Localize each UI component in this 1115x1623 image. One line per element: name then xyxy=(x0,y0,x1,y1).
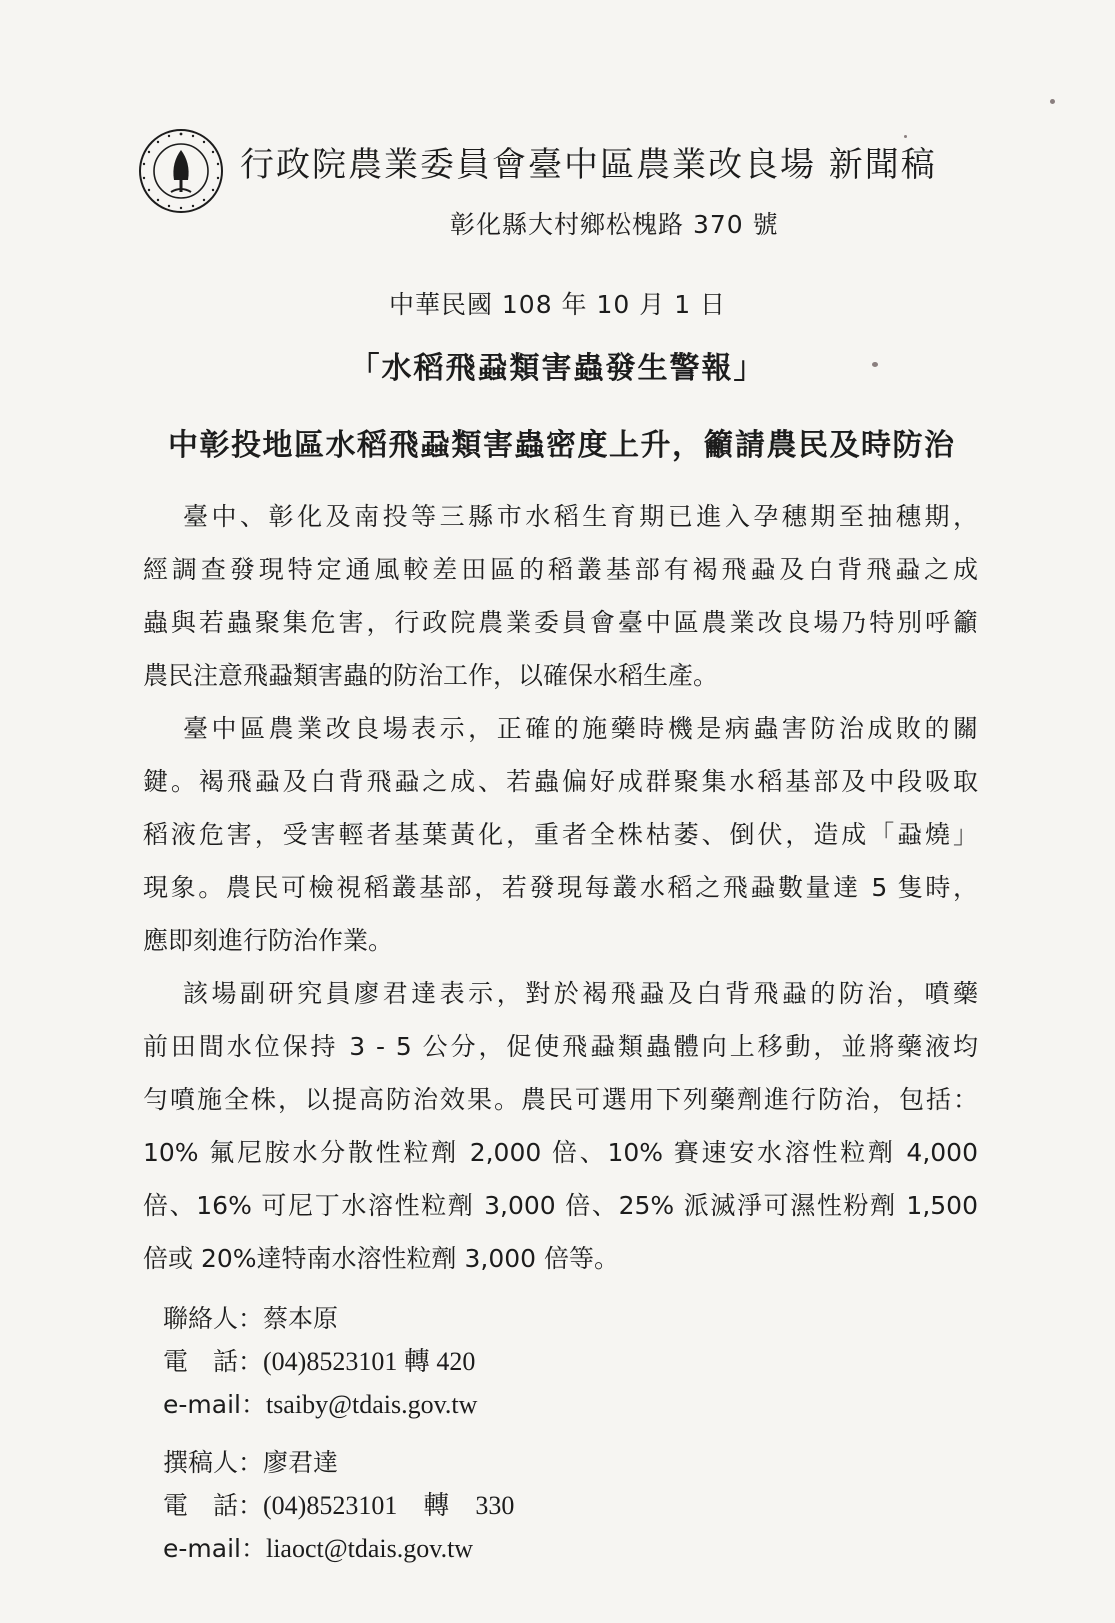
release-headline: 中彰投地區水稻飛蝨類害蟲密度上升，籲請農民及時防治 xyxy=(168,428,956,463)
release-subject: 「水稻飛蝨類害蟲發生警報」 xyxy=(349,351,766,386)
paragraph-line: 倍、16% 可尼丁水溶性粒劑 3,000 倍、25% 派滅淨可濕性粉劑 1,500 xyxy=(143,1191,978,1220)
paper-speck xyxy=(904,135,907,138)
agency-seal-logo xyxy=(138,128,224,214)
contact-email-label: e-mail： xyxy=(163,1390,266,1419)
contact-person xyxy=(163,1302,338,1336)
contact-email xyxy=(163,1388,477,1422)
author-email-label: e-mail： xyxy=(163,1534,266,1563)
paper-speck xyxy=(1050,99,1055,104)
org-title: 行政院農業委員會臺中區農業改良場 新聞稿 xyxy=(240,145,937,185)
paragraph-line: 應即刻進行防治作業。 xyxy=(143,926,394,955)
paragraph-line: 10% 氟尼胺水分散性粒劑 2,000 倍、10% 賽速安水溶性粒劑 4,000 xyxy=(143,1138,978,1167)
contact-person-name: 蔡本原 xyxy=(263,1304,339,1333)
paragraph-line: 稻液危害，受害輕者基葉黃化，重者全株枯萎、倒伏，造成「蝨燒」 xyxy=(143,820,978,849)
release-date: 中華民國 108 年 10 月 1 日 xyxy=(388,290,727,319)
author-phone-number: (04)8523101 轉 330 xyxy=(263,1491,515,1520)
author-email xyxy=(163,1532,473,1566)
contact-phone-label: 電 話： xyxy=(163,1347,264,1376)
author-person-label: 撰稿人： xyxy=(163,1448,264,1477)
paragraph-line: 臺中、彰化及南投等三縣市水稻生育期已進入孕穗期至抽穗期， xyxy=(183,502,978,531)
paragraph-line: 該場副研究員廖君達表示，對於褐飛蝨及白背飛蝨的防治，噴藥 xyxy=(183,979,978,1008)
author-phone xyxy=(163,1489,514,1523)
contact-person-label: 聯絡人： xyxy=(163,1304,264,1333)
paragraph-line: 農民注意飛蝨類害蟲的防治工作，以確保水稻生產。 xyxy=(143,661,719,690)
paragraph-line: 現象。農民可檢視稻叢基部，若發現每叢水稻之飛蝨數量達 5 隻時， xyxy=(143,873,978,902)
paragraph-line: 倍或 20%達特南水溶性粒劑 3,000 倍等。 xyxy=(143,1244,619,1273)
contact-phone xyxy=(163,1345,475,1379)
org-address: 彰化縣大村鄉松槐路 370 號 xyxy=(450,210,779,239)
paper-speck xyxy=(872,362,878,367)
contact-email-address: tsaiby@tdais.gov.tw xyxy=(265,1390,478,1419)
paragraph-line: 臺中區農業改良場表示，正確的施藥時機是病蟲害防治成敗的關 xyxy=(183,714,978,743)
paragraph-line: 鍵。褐飛蝨及白背飛蝨之成、若蟲偏好成群聚集水稻基部及中段吸取 xyxy=(143,767,978,796)
paragraph-line: 經調查發現特定通風較差田區的稻叢基部有褐飛蝨及白背飛蝨之成 xyxy=(143,555,978,584)
contact-phone-number: (04)8523101 轉 420 xyxy=(263,1347,476,1376)
author-phone-label: 電 話： xyxy=(163,1491,264,1520)
author-person xyxy=(163,1446,338,1480)
paragraph-line: 蟲與若蟲聚集危害，行政院農業委員會臺中區農業改良場乃特別呼籲 xyxy=(143,608,978,637)
author-email-address: liaoct@tdais.gov.tw xyxy=(265,1534,474,1563)
paragraph-line: 前田間水位保持 3 - 5 公分，促使飛蝨類蟲體向上移動，並將藥液均 xyxy=(143,1032,978,1061)
paragraph-line: 勻噴施全株，以提高防治效果。農民可選用下列藥劑進行防治，包括： xyxy=(143,1085,978,1114)
author-person-name: 廖君達 xyxy=(263,1448,339,1477)
